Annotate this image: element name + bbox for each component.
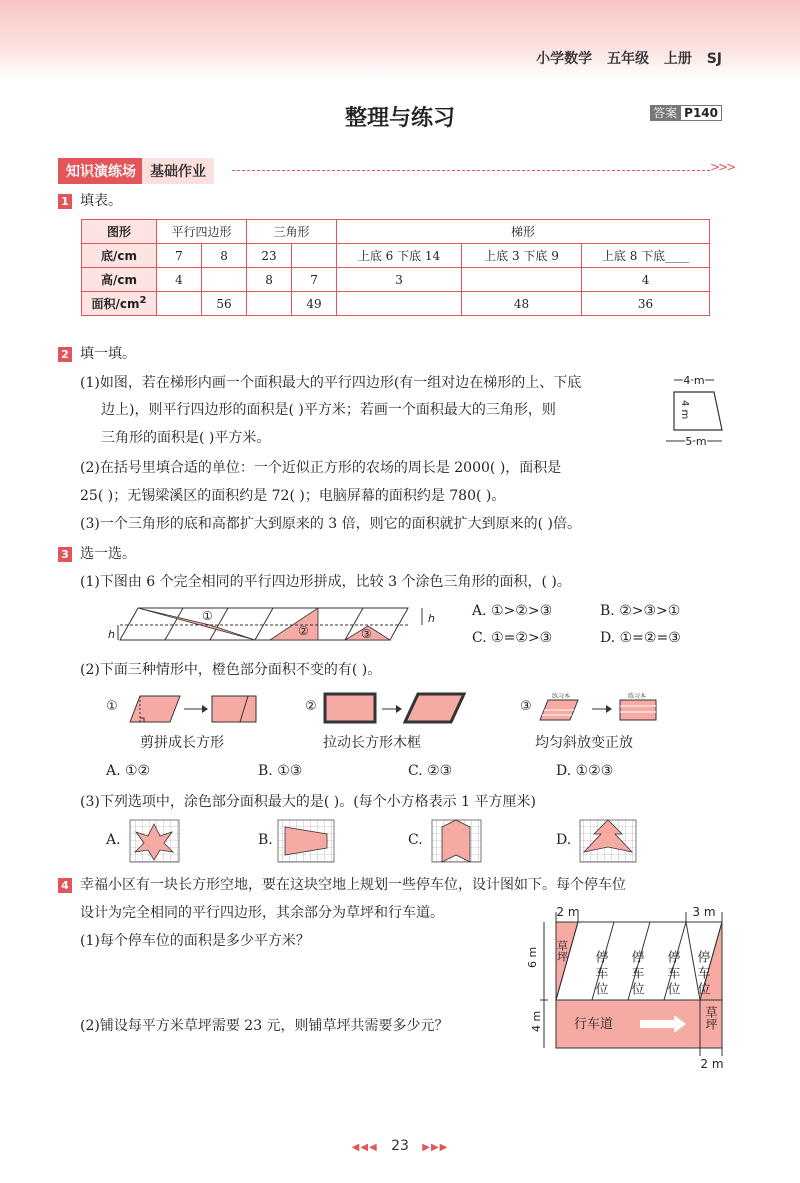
q3-p2-option-b[interactable]: B. ①③: [258, 763, 303, 779]
situation-mark-3: ③: [520, 699, 532, 714]
strip-divider: [255, 608, 273, 640]
banner-sub: 基础作业: [142, 158, 214, 184]
table-cell[interactable]: [462, 268, 582, 292]
dim-top-left: 2 m: [556, 905, 580, 919]
triangle-mark-1: ①: [202, 609, 213, 623]
arrow-head-icon: [396, 705, 402, 713]
q3-p2-option-c[interactable]: C. ②③: [408, 763, 453, 779]
q2-number: 2: [58, 347, 72, 362]
q2-part1-line3: 三角形的面积是( )平方米。: [101, 430, 271, 446]
page-footer: [0, 1138, 800, 1154]
shaded-triangle-1: [138, 608, 255, 640]
table-cell: 23: [247, 244, 292, 268]
grid-options-figure: [100, 812, 660, 868]
table-cell: 4: [582, 268, 710, 292]
page-number: 23: [391, 1138, 409, 1154]
caption-books: 均匀斜放变正放: [535, 735, 633, 751]
trap-bottom-label: 5 m: [685, 435, 707, 448]
q4-number: 4: [58, 878, 72, 893]
cut-parallelogram: [130, 696, 180, 722]
space-label: 停车位: [592, 950, 608, 998]
area-table: [81, 219, 710, 316]
q3-part2: (2)下面三种情形中，橙色部分面积不变的有( )。: [80, 662, 382, 678]
table-cell: 36: [582, 292, 710, 316]
arrow-head-icon: [202, 705, 208, 713]
q2-part3: (3)一个三角形的底和高都扩大到原来的 3 倍，则它的面积就扩大到原来的( )倍。: [80, 516, 582, 532]
wooden-frame-rect: [325, 694, 375, 722]
trapezoid-figure: [660, 370, 730, 452]
table-cell: 8: [202, 244, 247, 268]
table-cell: 49: [292, 292, 337, 316]
answer-reference[interactable]: [650, 104, 722, 121]
table-cell: 上底 3 下底 9: [462, 244, 582, 268]
table-cell: 7: [157, 244, 202, 268]
q3-p3-option-b[interactable]: B.: [258, 832, 273, 848]
q3-p1-option-d[interactable]: D. ①=②=③: [600, 630, 681, 646]
q4-part1: (1)每个停车位的面积是多少平方米？: [80, 933, 310, 949]
table-cell[interactable]: [157, 292, 202, 316]
dim-side-top: 6 m: [526, 946, 539, 968]
q3-p3-option-c[interactable]: C.: [408, 832, 423, 848]
q4-part2: (2)铺设每平方米草坪需要 23 元，则铺草坪共需要多少元？: [80, 1018, 449, 1034]
q2-part1-line1: (1)如图，若在梯形内画一个面积最大的平行四边形(有一组对边在梯形的上、下底: [80, 375, 582, 391]
footer-right-arrows-icon: ▶▶▶: [422, 1142, 449, 1153]
table-cell[interactable]: [247, 292, 292, 316]
wooden-frame-slanted: [405, 694, 464, 722]
table-cell: 48: [462, 292, 582, 316]
table-cell: 56: [202, 292, 247, 316]
parallelogram-strip-figure: [100, 602, 450, 650]
result-rectangle: [212, 696, 256, 722]
answer-page: P140: [680, 105, 722, 121]
q3-p1-option-a[interactable]: A. ①>②>③: [472, 603, 553, 619]
header-meta: 小学数学 五年级 上册 SJ: [536, 51, 722, 67]
section-banner: [58, 158, 214, 182]
table-row: [82, 220, 710, 244]
table-cell[interactable]: [202, 268, 247, 292]
table-row: [82, 268, 710, 292]
q3-part1: (1)下图由 6 个完全相同的平行四边形拼成，比较 3 个涂色三角形的面积，( )。: [80, 574, 571, 590]
table-cell: 三角形: [247, 220, 337, 244]
three-situations-figure: [100, 688, 700, 728]
q1-stem: 填表。: [80, 193, 122, 209]
situation-mark-1: ①: [106, 699, 118, 714]
space-label: 停车位: [664, 950, 680, 998]
h-label-right: h: [428, 612, 435, 625]
q1-number: 1: [58, 194, 72, 209]
q2-part2-line1: (2)在括号里填合适的单位：一个近似正方形的农场的周长是 2000( )，面积是: [80, 460, 562, 476]
triangle-mark-3: ③: [361, 627, 372, 641]
q2-part2-line2: 25( )；无锡梁溪区的面积约是 72( )；电脑屏幕的面积约是 780( )。: [80, 488, 506, 504]
q3-p3-option-a[interactable]: A.: [106, 832, 121, 848]
arrow-head-icon: [606, 705, 612, 713]
banner-arrows-icon: >>>: [710, 160, 735, 174]
table-cell: 7: [292, 268, 337, 292]
book-stack-straight: [620, 700, 656, 720]
dim-top-right: 3 m: [692, 905, 716, 919]
table-cell: 图形: [82, 220, 157, 244]
table-cell[interactable]: [292, 244, 337, 268]
shaded-triangle-2: [270, 608, 318, 640]
table-cell: 4: [157, 268, 202, 292]
q3-p2-option-d[interactable]: D. ①②③: [556, 763, 614, 779]
q3-stem: 选一选。: [80, 546, 136, 562]
dim-side-bottom: 4 m: [530, 1010, 543, 1032]
answer-label: 答案: [650, 105, 680, 121]
page-title: 整理与练习: [344, 106, 455, 131]
area-label: 面积/cm: [91, 297, 140, 311]
table-row: [82, 244, 710, 268]
table-cell: 上底 6 下底 14: [337, 244, 462, 268]
space-label: 停车位: [694, 950, 710, 998]
caption-frame: 拉动长方形木框: [323, 735, 421, 751]
h-label-left: h: [108, 628, 115, 641]
table-row: [82, 292, 710, 316]
grass-label-right: 草坪: [704, 1006, 718, 1030]
caption-cut: 剪拼成长方形: [140, 735, 224, 751]
dim-bottom-right: 2 m: [700, 1057, 724, 1071]
parking-lot-figure: [526, 900, 736, 1072]
table-cell: 高/cm: [82, 268, 157, 292]
table-cell: 底/cm: [82, 244, 157, 268]
strip-divider: [165, 608, 183, 640]
area-label-sup: 2: [139, 295, 147, 306]
q2-stem: 填一填。: [80, 346, 136, 362]
book-label-2: 练习本: [628, 693, 647, 700]
triangle-mark-2: ②: [298, 624, 309, 638]
header-band: [0, 0, 800, 80]
table-cell: 梯形: [337, 220, 710, 244]
table-cell[interactable]: [337, 292, 462, 316]
q2-part1-line2: 边上)，则平行四边形的面积是( )平方米；若画一个面积最大的三角形，则: [101, 402, 556, 418]
table-cell: [82, 292, 157, 316]
q4-line1: 幸福小区有一块长方形空地，要在这块空地上规划一些停车位，设计图如下。每个停车位: [80, 877, 626, 893]
grass-label-left: 草坪: [555, 940, 569, 962]
table-cell: 平行四边形: [157, 220, 247, 244]
banner-tag: 知识演练场: [58, 158, 144, 184]
q3-part3: (3)下列选项中，涂色部分面积最大的是( )。(每个小方格表示 1 平方厘米): [80, 794, 536, 810]
q4-line2: 设计为完全相同的平行四边形，其余部分为草坪和行车道。: [80, 905, 444, 921]
q3-number: 3: [58, 547, 72, 562]
situation-mark-2: ②: [305, 699, 317, 714]
banner-divider: [232, 170, 710, 171]
road-arrow-icon: [640, 1020, 674, 1028]
table-cell: 3: [337, 268, 462, 292]
space-label: 停车位: [628, 950, 644, 998]
trap-top-label: 4 m: [683, 374, 705, 387]
q3-p1-option-c[interactable]: C. ①=②>③: [472, 630, 553, 646]
q3-p2-option-a[interactable]: A. ①②: [106, 763, 151, 779]
q3-p3-option-d[interactable]: D.: [556, 832, 572, 848]
driveway-label: 行车道: [574, 1017, 614, 1032]
footer-left-arrows-icon: ◀◀◀: [351, 1142, 378, 1153]
table-cell[interactable]: 上底 8 下底____: [582, 244, 710, 268]
trap-side-label: 4 m: [679, 400, 690, 420]
table-cell: 8: [247, 268, 292, 292]
q3-p1-option-b[interactable]: B. ②>③>①: [600, 603, 681, 619]
book-label-1: 练习本: [552, 693, 571, 700]
